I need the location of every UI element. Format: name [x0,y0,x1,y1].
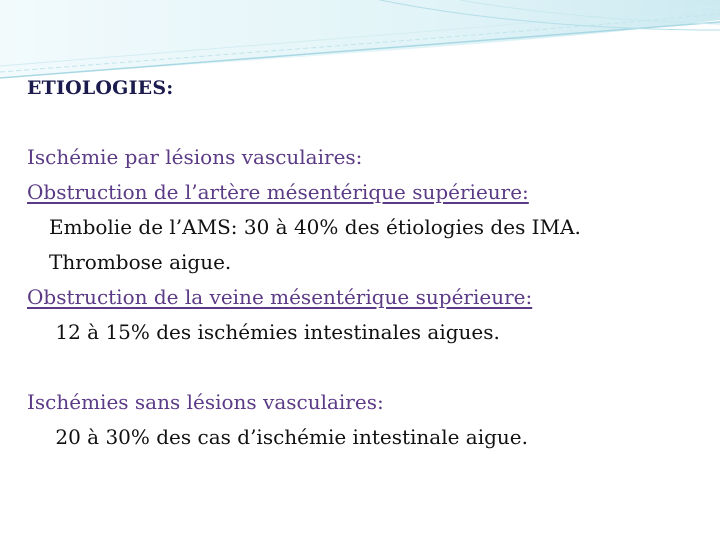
subheading-artery-obstruction: Obstruction de l’artère mésentérique supérieure: [27,180,529,204]
bullet-text: 12 à 15% des ischémies intestinales aigues. [49,320,500,344]
bullet-item-embolism [27,210,707,245]
bullet-text: Thrombose aigue. [49,250,232,274]
bullet-item-thrombosis [27,245,707,280]
bullet-item-nonvascular-rate [27,420,707,455]
section-heading-vascular: Ischémie par lésions vasculaires: [27,145,363,169]
bullet-item-vein-rate [27,315,707,350]
section-spacer [27,350,707,385]
bullet-text: 20 à 30% des cas d’ischémie intestinale aigue. [49,425,528,449]
subheading-vein-obstruction: Obstruction de la veine mésentérique supérieure: [27,285,533,309]
section-heading-nonvascular: Ischémies sans lésions vasculaires: [27,390,384,414]
bullet-text: Embolie de l’AMS: 30 à 40% des étiologies des IMA. [49,215,581,239]
slide-title: ETIOLOGIES: [27,77,174,99]
slide-body [27,140,707,455]
